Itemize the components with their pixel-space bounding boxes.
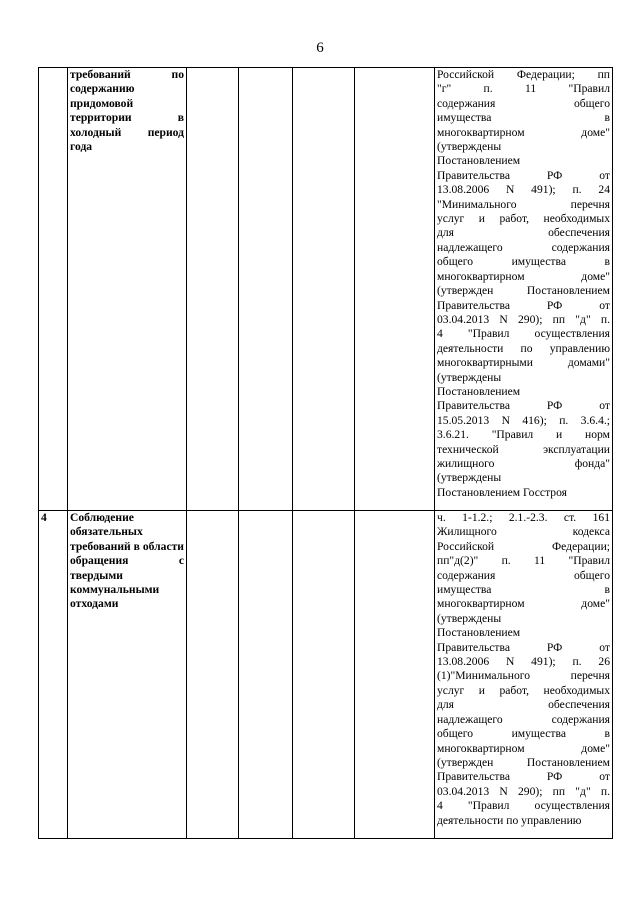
reference-line: Правительства РФ от [437, 298, 610, 312]
legal-reference-cell [435, 511, 613, 839]
reference-line: надлежащего содержания [437, 712, 610, 726]
reference-line: Российской Федерации; [437, 539, 610, 553]
reference-line: многоквартирном доме" [437, 269, 610, 283]
reference-line: 13.08.2006 N 491); п. 26 [437, 655, 610, 669]
reference-line: содержания общего [437, 96, 610, 110]
reference-line: (1)"Минимального перечня [437, 669, 610, 683]
reference-line: имущества в [437, 583, 610, 597]
reference-line: услуг и работ, необходимых [437, 683, 610, 697]
reference-line: Постановлением [437, 626, 521, 640]
reference-line: деятельности по управлению [437, 813, 582, 827]
reference-line: технической эксплуатации [437, 442, 610, 456]
reference-line: (утверждены [437, 370, 502, 384]
table-body [39, 68, 613, 839]
empty-cell [239, 68, 293, 511]
reference-line: (утвержден Постановлением [437, 284, 610, 298]
reference-line: деятельности по управлению [437, 341, 610, 355]
reference-line: содержания общего [437, 568, 610, 582]
reference-line: Правительства РФ от [437, 168, 610, 182]
reference-line: для обеспечения [437, 698, 610, 712]
reference-line: ч. 1-1.2.; 2.1.-2.3. ст. 161 [437, 511, 610, 524]
legal-reference-cell [435, 68, 613, 511]
reference-line: многоквартирном доме" [437, 597, 610, 611]
empty-cell [187, 68, 239, 511]
reference-line: 03.04.2013 N 290); пп "д" п. [437, 784, 610, 798]
requirements-table [38, 67, 613, 839]
reference-line: пп"д(2)" п. 11 "Правил [437, 554, 610, 568]
reference-line: 4 "Правил осуществления [437, 327, 610, 341]
empty-cell [355, 68, 435, 511]
reference-line: (утвержден Постановлением [437, 755, 610, 769]
table-row [39, 511, 613, 839]
reference-line: Постановлением Госстроя [437, 485, 567, 499]
reference-line: жилищного фонда" [437, 456, 610, 470]
reference-line: многоквартирными домами" [437, 356, 610, 370]
reference-line: общего имущества в [437, 727, 610, 741]
empty-cell [239, 511, 293, 839]
reference-line: Правительства РФ от [437, 399, 610, 413]
page-number: 6 [316, 40, 324, 56]
row-number-cell: 4 [39, 511, 68, 839]
reference-line: имущества в [437, 111, 610, 125]
reference-line: Правительства РФ от [437, 640, 610, 654]
reference-line: "г" п. 11 "Правил [437, 82, 610, 96]
reference-line: 03.04.2013 N 290); пп "д" п. [437, 312, 610, 326]
empty-cell [293, 68, 355, 511]
reference-line: 4 "Правил осуществления [437, 799, 610, 813]
reference-line: многоквартирном доме" [437, 125, 610, 139]
row-number-cell [39, 68, 68, 511]
reference-line: многоквартирном доме" [437, 741, 610, 755]
reference-line: Правительства РФ от [437, 770, 610, 784]
reference-line: услуг и работ, необходимых [437, 212, 610, 226]
reference-line: Жилищного кодекса [437, 525, 610, 539]
reference-line: "Минимального перечня [437, 197, 610, 211]
reference-line: Постановлением [437, 384, 521, 398]
requirement-cell: Соблюдение обязательных требований в области обращения с твердыми коммунальными отходами [68, 511, 187, 839]
reference-line: (утверждены [437, 611, 502, 625]
empty-cell [355, 511, 435, 839]
reference-line: Постановлением [437, 154, 521, 168]
empty-cell [187, 511, 239, 839]
reference-line: общего имущества в [437, 255, 610, 269]
requirement-cell: требований по содержанию придомовой территории в холодный период года [68, 68, 187, 511]
reference-line: 15.05.2013 N 416); п. 3.6.4.; [437, 413, 610, 427]
reference-line: для обеспечения [437, 226, 610, 240]
table-row [39, 68, 613, 511]
reference-line: надлежащего содержания [437, 240, 610, 254]
reference-line: (утверждены [437, 471, 502, 485]
reference-line: 13.08.2006 N 491); п. 24 [437, 183, 610, 197]
empty-cell [293, 511, 355, 839]
reference-line: (утверждены [437, 140, 502, 154]
reference-line: 3.6.21. "Правил и норм [437, 428, 610, 442]
reference-line: Российской Федерации; пп [437, 68, 610, 81]
